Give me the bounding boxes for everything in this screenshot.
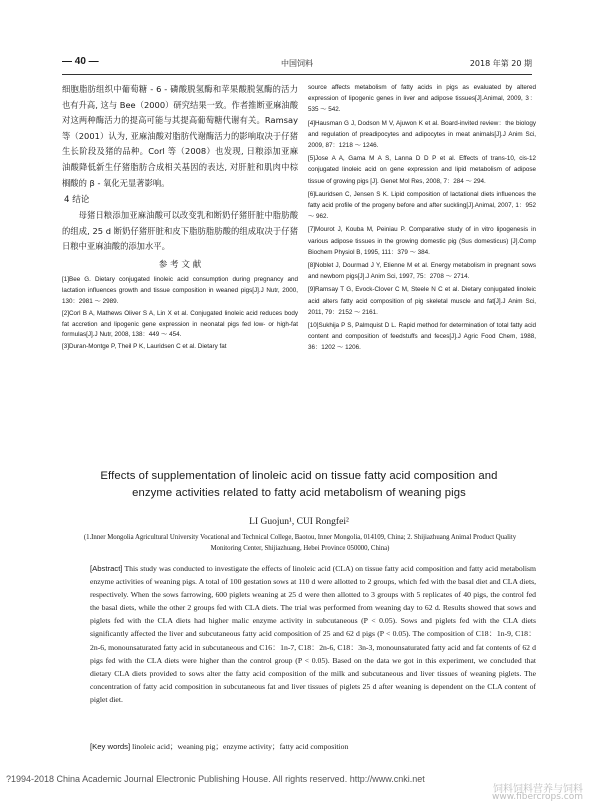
reference-item: [10]Sukhija P S, Palmquist D L. Rapid method for determination of total fatty acid content and composition of feedstuffs and feces[J].J Agric Food Chem, 1988, 36：1202 ～ 1206.	[308, 322, 536, 352]
english-title	[62, 468, 536, 502]
abstract-text: This study was conducted to investigate the effects of linoleic acid (CLA) on tissue fatty acid composition and fatty acid metabolism enzyme activities of weaning pigs. A total of 100 gestation sows at 110 d were allotted to 2 groups, which fed with the basal diet and CLA diets, respectively. When the sows farrowing, 600 piglets weaning at 25 d were then allotted to 3 groups with 5 replicates of 40 pigs, the control fed the basal diets, while the other 2 groups fed with CLA diets. The trial was performed from weaning day to 62 d. Results showed that sows and piglets fed with the CLA diets had higher malic enzyme activity in subcutaneous (P < 0.05). Sows and piglets fed with the CLA diets significantly affected the liver and subcutaneous fatty acid composition of 25 and 62 d pigs (P < 0.05). The composition of C18：1n-9, C18：2n-6, monounsaturated fatty acid in subcutaneous and C16：1n-7, C18：2n-6, C18：3n-3, monounsaturated fatty acid and fat contents of 62 d pigs fed with the CLA diets were higher than the control group (P < 0.05). Based on the data we got in this experiment, we concluded that dietary CLA diets provided to sows alter the fatty acid composition of the milk and subcutaneous and liver tissues of weaning piglets. The concentration of fatty acid composition in subcutaneous fat and liver tissues of piglets 25 d after weaning is dependent on the CLA content of piglet diet.	[90, 564, 536, 704]
affiliation: (1.Inner Mongolia Agricultural University Vocational and Technical College, Baotou, Inner Mongolia, 014109, China; 2. Shijiazhuang Animal Product Quality Monitoring Center, Shijiazhuang, Hebei Province 050000, China)	[83, 534, 517, 552]
reference-item: [1]Bee G. Dietary conjugated linoleic acid consumption during pregnancy and lactation influences growth and tissue composition in weaned pigs[J].J Nutr, 2000, 130：2981 ～ 2989.	[62, 275, 298, 305]
reference-item: [3]Duran-Montge P, Theil P K, Lauridsen C et al. Dietary fat	[62, 343, 227, 351]
english-title-line: Effects of supplementation of linoleic acid on tissue fatty acid composition and	[100, 470, 498, 482]
keywords-text: linoleic acid；weaning pig；enzyme activity；fatty acid composition	[130, 742, 349, 751]
reference-item: [9]Ramsay T G, Evock-Clover C M, Steele N C et al. Dietary conjugated linoleic acid alters fatty acid composition of pig skeletal muscle and fat[J].J Anim Sci, 2011, 79：2152 ～ 2161.	[308, 286, 536, 316]
reference-item: [4]Hausman G J, Dodson M V, Ajuwon K et al. Board-invited review：the biology and regulation of preadipocytes and adipocytes in meat animals[J].J Anim Sci, 2009, 87：1218 ～ 1246.	[308, 119, 536, 150]
reference-item: [8]Noblet J, Dourmad J Y, Etienne M et al. Energy metabolism in pregnant sows and newborn pigs[J].J Anim Sci, 1997, 75：2708 ～ 2714.	[308, 262, 536, 281]
reference-item: [7]Mourot J, Kouba M, Peiniau P. Comparative study of in vitro lipogenesis in various adipose tissues in the growing domestic pig (Sus domesticus) [J].Comp Biochem Physiol B, 1995, 111：379 ～ 384.	[308, 226, 536, 256]
reference-item: source affects metabolism of fatty acids in pigs as evaluated by altered expression of lipogenic genes in liver and adipose tissues[J].Animal, 2009, 3：535 ～ 542.	[308, 84, 536, 114]
header-rule	[62, 74, 532, 75]
reference-item: [2]Corl B A, Mathews Oliver S A, Lin X et al. Conjugated linoleic acid reduces body fat accretion and lipogenic gene expression in neonatal pigs fed low- or high-fat formulas[J].J Nutr, 2008, 138：449 ～ 454.	[62, 309, 298, 339]
watermark-url: www.fibercrops.com	[492, 792, 583, 802]
authors: LI Guojun¹, CUI Rongfei²	[249, 517, 349, 527]
right-column	[308, 82, 536, 356]
keywords-label: [Key words]	[90, 742, 131, 751]
watermark-text: 饲料饲料营养与饲料	[493, 784, 583, 795]
keywords	[90, 741, 536, 752]
copyright-footer: ?1994-2018 China Academic Journal Electronic Publishing House. All rights reserved. http://www.cnki.net	[6, 774, 425, 784]
abstract-label: [Abstract]	[90, 564, 123, 573]
discussion-paragraph: 细胞脂肪组织中葡萄糖 - 6 - 磷酸脱氢酶和苹果酸脱氢酶的活力也有升高, 这与 Bee（2000）研究结果一致。作者推断亚麻油酸对这两种酶活力的提高可能与其提高葡萄糖代谢有关。Ramsay 等（2001）认为, 亚麻油酸对脂肪代谢酶活力的影响取决于仔猪生长阶段及猪的品种。Corl 等（2008）也发现, 日粮添加亚麻油酸降低新生仔猪脂肪合成相关基因的表达, 对肝脏和肌肉中棕榈酸的 β - 氧化无显著影响。	[62, 84, 298, 188]
page-header	[62, 56, 532, 70]
english-title-line: enzyme activities related to fatty acid metabolism of weaning pigs	[132, 487, 466, 499]
page-number: — 40 —	[62, 56, 99, 67]
issue-label: 2018 年第 20 期	[469, 59, 532, 68]
left-column	[62, 82, 298, 354]
references-heading: 参 考 文 献	[158, 259, 202, 270]
reference-item: [5]Jose A A, Gama M A S, Lanna D D P et al. Effects of trans-10, cis-12 conjugated linoleic acid on gene expression and lipid metabolism of adipose tissue of growing pigs [J]. Genet Mol Res, 2008, 7：284 ～ 294.	[308, 155, 536, 185]
journal-name: 中国饲料	[281, 59, 313, 68]
section-heading-conclusion: 4 结论	[64, 195, 90, 206]
reference-item: [6]Lauridsen C, Jensen S K. Lipid composition of lactational diets influences the fatty acid profile of the progeny before and after suckling[J].Animal, 2007, 1：952 ～ 962.	[308, 190, 536, 221]
watermark	[433, 780, 583, 804]
english-abstract	[90, 562, 536, 706]
conclusion-paragraph: 母猪日粮添加亚麻油酸可以改变乳和断奶仔猪肝脏中脂肪酸的组成, 25 d 断奶仔猪肝脏和皮下脂肪脂肪酸的组成取决于仔猪日粮中亚麻油酸的添加水平。	[62, 210, 298, 252]
